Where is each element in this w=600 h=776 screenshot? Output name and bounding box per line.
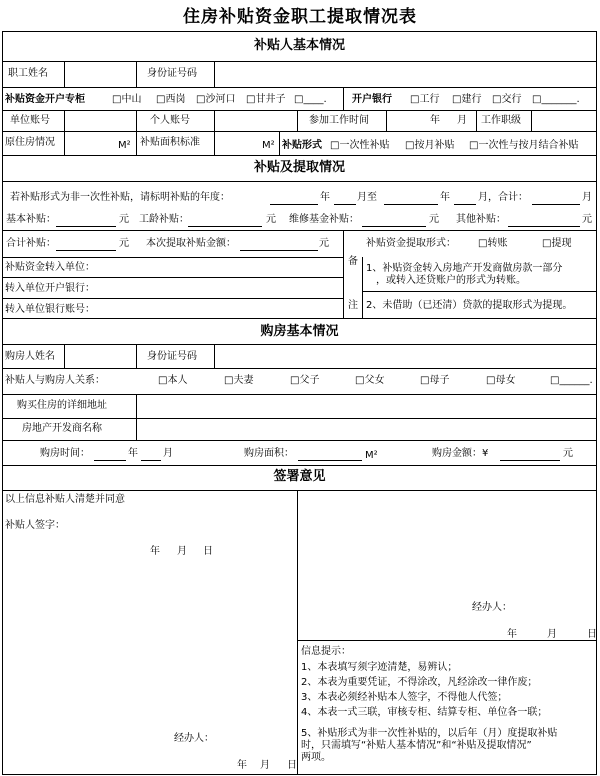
withdraw-amount-unit: 元 — [319, 238, 329, 249]
section-basic-info: 补贴人基本情况 — [253, 38, 345, 53]
developer-name-label: 房地产开发商名称 — [22, 423, 102, 434]
grid-line — [2, 131, 597, 132]
work-start-label: 参加工作时间 — [309, 115, 369, 126]
employee-name-label: 职工姓名 — [8, 68, 48, 79]
grid-line — [2, 394, 597, 395]
target-bank-label: 转入单位开户银行： — [5, 283, 95, 294]
note-char-zhu: 注 — [348, 300, 358, 311]
fill-line — [500, 460, 560, 461]
handler-right-date-year: 年 — [507, 629, 517, 640]
grid-line — [64, 131, 65, 155]
seniority-subsidy-label: 工龄补贴： — [139, 214, 189, 225]
subsidy-form-label: 补贴形式 — [282, 140, 322, 151]
work-rank-label: 工作职级 — [481, 115, 521, 126]
year-note-label: 若补贴形式为非一次性补贴，请标明补贴的年度： — [10, 192, 230, 203]
handler-right-date-day: 日 — [587, 629, 597, 640]
account-counter-label: 补贴资金开户专柜 — [5, 94, 85, 105]
grid-line — [2, 490, 597, 491]
grid-line — [136, 344, 137, 368]
handler-label-left: 经办人： — [174, 733, 214, 744]
form-option-lump-sum[interactable]: □一次性补贴 — [330, 140, 390, 151]
housing-area-unit: M² — [118, 140, 131, 151]
grid-line — [297, 110, 298, 131]
tip-item: 1、本表填写须字迹清楚，易辨认； — [301, 662, 458, 673]
tips-title: 信息提示： — [301, 646, 351, 657]
total-subsidy-unit: 元 — [119, 238, 129, 249]
grid-line — [2, 61, 597, 62]
year-to-unit: 年 — [440, 192, 450, 203]
fill-line — [362, 291, 597, 292]
purchase-amount-unit: 元 — [563, 448, 573, 459]
handler-right-date-month: 月 — [547, 629, 557, 640]
relation-option-mother-son[interactable]: □母子 — [420, 375, 450, 386]
fill-line — [532, 204, 580, 205]
year-from-unit: 年 — [320, 192, 330, 203]
grid-line — [136, 131, 137, 155]
grid-line — [214, 131, 215, 155]
purchase-amount-label: 购房金额：¥ — [432, 448, 489, 459]
fill-line — [362, 226, 426, 227]
note-1-line-b: ，或转入还贷账户的形式为转账。 — [376, 275, 526, 286]
grid-line — [343, 87, 344, 110]
grid-line — [343, 230, 344, 318]
tip-item: 两项。 — [301, 752, 331, 763]
target-unit-label: 补贴资金转入单位： — [5, 262, 95, 273]
target-account-label: 转入单位银行账号： — [5, 304, 95, 315]
grid-line — [2, 87, 597, 88]
grid-line — [2, 344, 597, 345]
buyer-name-label: 购房人姓名 — [5, 351, 55, 362]
agree-statement: 以上信息补贴人清楚并同意 — [5, 494, 125, 505]
handler-left-date-day: 日 — [287, 760, 297, 771]
grid-line — [136, 394, 137, 440]
withdraw-method-label: 补贴资金提取形式： — [366, 238, 456, 249]
month-total-label: 月，合计： — [478, 192, 528, 203]
grid-line — [214, 344, 215, 368]
purchase-area-unit: M² — [365, 450, 378, 461]
grid-line — [297, 490, 298, 775]
signer-date-year: 年 — [150, 546, 160, 557]
grid-line — [2, 230, 597, 231]
relation-option-spouse[interactable]: □夫妻 — [224, 375, 254, 386]
area-standard-label: 补贴面积标准 — [140, 137, 200, 148]
other-subsidy-unit: 元 — [582, 214, 592, 225]
other-subsidy-label: 其他补贴： — [456, 214, 506, 225]
grid-line — [64, 61, 65, 87]
grid-line — [2, 418, 597, 419]
branch-option-ganjingzi[interactable]: □甘井子 — [246, 94, 286, 105]
purchase-time-label: 购房时间： — [40, 448, 90, 459]
subsidy-person-signature-label: 补贴人签字： — [5, 520, 65, 531]
page-title: 住房补贴资金职工提取情况表 — [183, 7, 417, 27]
grid-line — [362, 257, 363, 318]
fill-line — [384, 204, 438, 205]
relation-option-other[interactable]: □______. — [550, 375, 593, 386]
base-subsidy-unit: 元 — [119, 214, 129, 225]
grid-line — [2, 440, 597, 441]
personal-account-label: 个人账号 — [150, 115, 190, 126]
branch-option-zhongshan[interactable]: □中山 — [112, 94, 142, 105]
bank-option-icbc[interactable]: □工行 — [410, 94, 440, 105]
purchase-month-unit: 月 — [163, 448, 173, 459]
maintenance-subsidy-label: 维修基金补贴： — [289, 214, 359, 225]
house-address-label: 购买住房的详细地址 — [17, 400, 107, 411]
tip-item: 5、补贴形式为非一次性补贴的，以后年（月）度提取补贴 — [301, 728, 558, 739]
total-subsidy-label: 合计补贴： — [6, 238, 56, 249]
base-subsidy-label: 基本补贴： — [6, 214, 56, 225]
tip-item: 时，只需填写“补贴人基本情况”和“补贴及提取情况” — [301, 740, 532, 751]
form-option-monthly[interactable]: □按月补贴 — [405, 140, 455, 151]
grid-line — [2, 368, 597, 369]
bank-label: 开户银行 — [352, 94, 392, 105]
grid-line — [2, 318, 597, 319]
seniority-subsidy-unit: 元 — [266, 214, 276, 225]
bank-option-other[interactable]: □_______. — [532, 94, 580, 105]
fill-line — [56, 250, 116, 251]
standard-area-unit: M² — [262, 140, 275, 151]
grid-line — [386, 110, 387, 131]
purchase-year-unit: 年 — [128, 448, 138, 459]
grid-line — [279, 131, 280, 155]
grid-line — [214, 110, 215, 131]
withdraw-amount-label: 本次提取补贴金额： — [146, 238, 236, 249]
work-start-month-unit: 月 — [457, 115, 467, 126]
grid-line — [2, 155, 597, 156]
grid-line — [2, 110, 597, 111]
fill-line — [454, 204, 476, 205]
fill-line — [2, 277, 343, 278]
note-1-line-a: 1、补贴资金转入房地产开发商做房款一部分 — [366, 263, 563, 274]
work-start-year-unit: 年 — [430, 115, 440, 126]
bank-option-bocom[interactable]: □交行 — [492, 94, 522, 105]
grid-line — [2, 181, 597, 182]
handler-label-right: 经办人： — [472, 602, 512, 613]
fill-line — [94, 460, 126, 461]
signer-date-month: 月 — [177, 546, 187, 557]
purchase-area-label: 购房面积： — [244, 448, 294, 459]
relation-label: 补贴人与购房人关系： — [5, 375, 105, 386]
grid-line — [214, 61, 215, 87]
handler-left-date-year: 年 — [237, 760, 247, 771]
buyer-id-label: 身份证号码 — [147, 351, 197, 362]
method-option-cash[interactable]: □提现 — [542, 238, 572, 249]
maintenance-subsidy-unit: 元 — [429, 214, 439, 225]
month-to-unit: 月至 — [357, 192, 377, 203]
form-option-combined[interactable]: □一次性与按月结合补贴 — [469, 140, 579, 151]
fill-line — [2, 298, 343, 299]
unit-account-label: 单位账号 — [10, 115, 50, 126]
grid-line — [64, 110, 65, 131]
fill-line — [298, 460, 362, 461]
fill-line — [56, 226, 116, 227]
fill-line — [141, 460, 161, 461]
relation-option-father-daughter[interactable]: □父女 — [355, 375, 385, 386]
note-2: 2、未借助（已还清）贷款的提取形式为提现。 — [366, 300, 573, 311]
relation-option-mother-daughter[interactable]: □母女 — [486, 375, 516, 386]
branch-option-shahekou[interactable]: □沙河口 — [196, 94, 236, 105]
grid-line — [2, 257, 343, 258]
total-months-unit: 月 — [582, 192, 592, 203]
grid-line — [476, 110, 477, 131]
id-number-label: 身份证号码 — [147, 68, 197, 79]
branch-option-xigang[interactable]: □西岗 — [156, 94, 186, 105]
section-sign: 签署意见 — [273, 469, 326, 484]
branch-option-other[interactable]: □____. — [294, 94, 327, 105]
signer-date-day: 日 — [203, 546, 213, 557]
handler-left-date-month: 月 — [260, 760, 270, 771]
original-housing-label: 原住房情况 — [5, 137, 55, 148]
tip-item: 4、本表一式三联，审核专柜、结算专柜、单位各一联； — [301, 707, 548, 718]
note-char-bei: 备 — [348, 256, 358, 267]
section-withdraw-info: 补贴及提取情况 — [253, 160, 345, 175]
bank-option-ccb[interactable]: □建行 — [452, 94, 482, 105]
method-option-transfer[interactable]: □转账 — [478, 238, 508, 249]
fill-line — [270, 204, 318, 205]
fill-line — [334, 204, 356, 205]
fill-line — [240, 250, 318, 251]
relation-option-father-son[interactable]: □父子 — [290, 375, 320, 386]
grid-line — [136, 61, 137, 87]
fill-line — [188, 226, 262, 227]
fill-line — [508, 226, 580, 227]
grid-line — [136, 110, 137, 131]
tip-item: 3、本表必须经补贴本人签字，不得他人代签； — [301, 692, 508, 703]
section-purchase-info: 购房基本情况 — [260, 324, 339, 339]
grid-line — [64, 344, 65, 368]
grid-line — [2, 465, 597, 466]
grid-line — [531, 110, 532, 131]
tip-item: 2、本表为重要凭证，不得涂改，凡经涂改一律作废； — [301, 677, 538, 688]
relation-option-self[interactable]: □本人 — [158, 375, 188, 386]
